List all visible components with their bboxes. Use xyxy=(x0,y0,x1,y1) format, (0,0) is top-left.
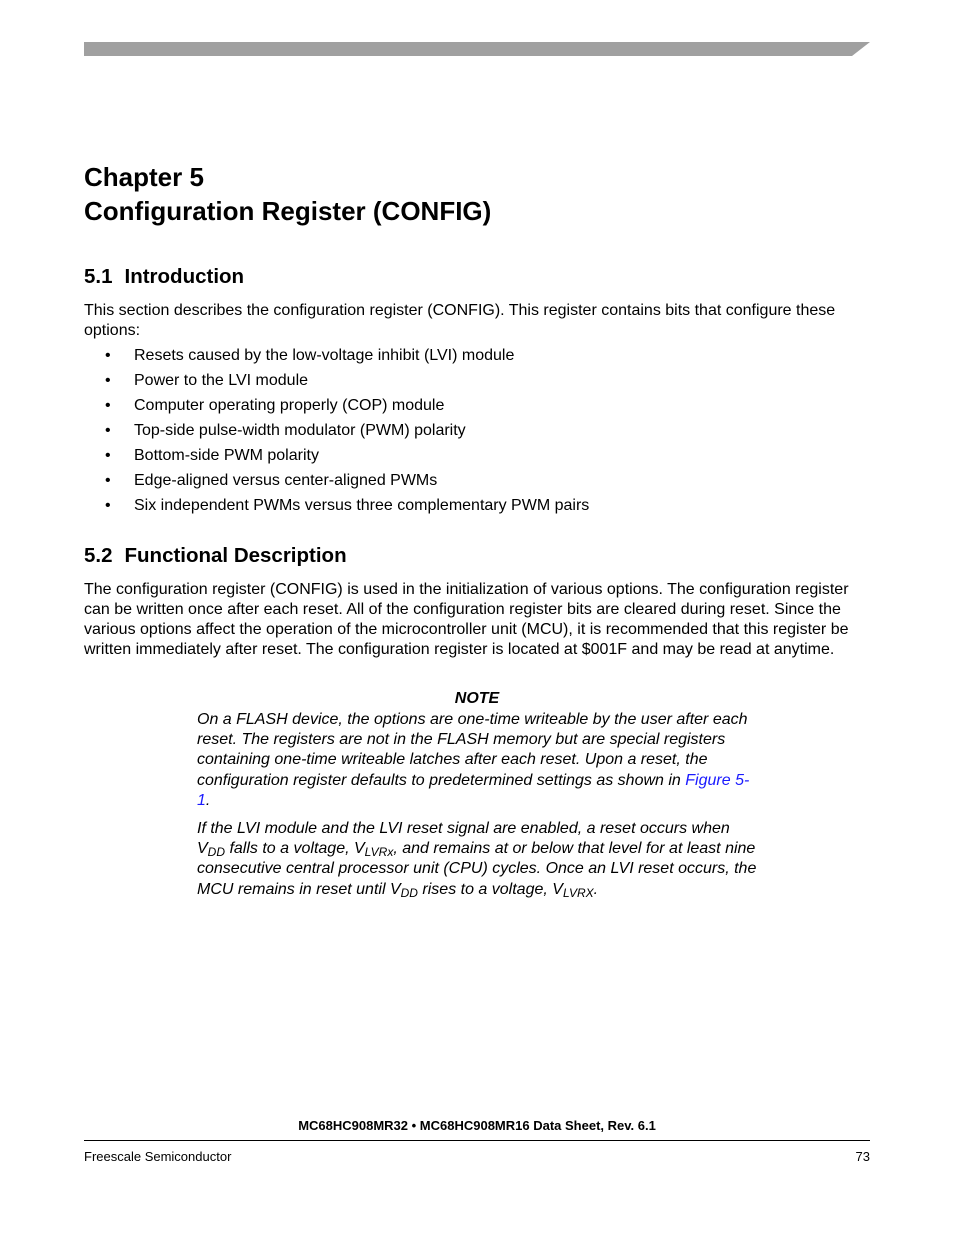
note-title: NOTE xyxy=(454,690,500,707)
footer-company: Freescale Semiconductor xyxy=(84,1149,232,1164)
list-item: • Bottom-side PWM polarity xyxy=(105,447,319,464)
bullet-icon: • xyxy=(105,347,111,364)
footer-divider xyxy=(84,1140,870,1141)
footer-document-title: MC68HC908MR32 • MC68HC908MR16 Data Sheet, Rev. 6.1 xyxy=(298,1118,656,1133)
list-item: • Power to the LVI module xyxy=(105,372,309,389)
list-item: • Resets caused by the low-voltage inhibit (LVI) module xyxy=(105,347,515,364)
list-item: • Six independent PWMs versus three complementary PWM pairs xyxy=(105,497,590,514)
bullet-icon: • xyxy=(105,397,111,414)
page-number: 73 xyxy=(855,1149,870,1164)
bullet-icon: • xyxy=(105,422,111,439)
header-bar xyxy=(84,42,870,56)
chapter-title xyxy=(84,160,491,228)
bullet-icon: • xyxy=(105,472,111,489)
list-item: • Top-side pulse-width modulator (PWM) polarity xyxy=(105,422,466,439)
bullet-icon: • xyxy=(105,447,111,464)
functional-description-paragraph: The configuration register (CONFIG) is used in the initialization of various options. The configuration register can be written once after each reset. All of the configuration register bits are cleared during reset. Since the various options affect the operation of the microcontroller unit (MCU), it is recommended that this register be written immediately after reset. The configuration register is located at $001F and may be read at anytime. xyxy=(84,581,849,658)
bullet-icon: • xyxy=(105,497,111,514)
list-item: • Computer operating properly (COP) module xyxy=(105,397,445,414)
section-heading-functional-description xyxy=(84,543,347,569)
bullet-icon: • xyxy=(105,372,111,389)
intro-paragraph: This section describes the configuration register (CONFIG). This register contains bits that configure these options: xyxy=(84,302,836,339)
chapter-name: Configuration Register (CONFIG) xyxy=(84,196,492,226)
chapter-label: Chapter 5 xyxy=(84,162,204,192)
section-heading-introduction xyxy=(84,264,244,290)
section-title: Introduction xyxy=(124,265,245,288)
note-paragraph-1: On a FLASH device, the options are one-time writeable by the user after each reset. The registers are not in the FLASH memory but are special registers containing one-time writeable latches after each reset. Upon a reset, the configuration register defaults to predetermined settings as shown in Figure 5-1. xyxy=(197,711,750,809)
note-paragraph-2: If the LVI module and the LVI reset signal are enabled, a reset occurs when $V_{DD}$ falls to a voltage, $V_{LVRx}$, and remains at or below that level for at least nine consecutive central processor unit (CPU) cycles. Once an LVI reset occurs, the MCU remains in reset until $V_{DD}$ rises to a voltage, $V_{LVRX}$. xyxy=(197,820,757,900)
options-list xyxy=(84,346,589,521)
section-number: 5.2 xyxy=(84,544,113,567)
section-number: 5.1 xyxy=(84,265,113,288)
figure-link[interactable]: Figure 5-1 xyxy=(197,771,750,809)
list-item: • Edge-aligned versus center-aligned PWMs xyxy=(105,472,438,489)
section-title: Functional Description xyxy=(124,544,347,567)
